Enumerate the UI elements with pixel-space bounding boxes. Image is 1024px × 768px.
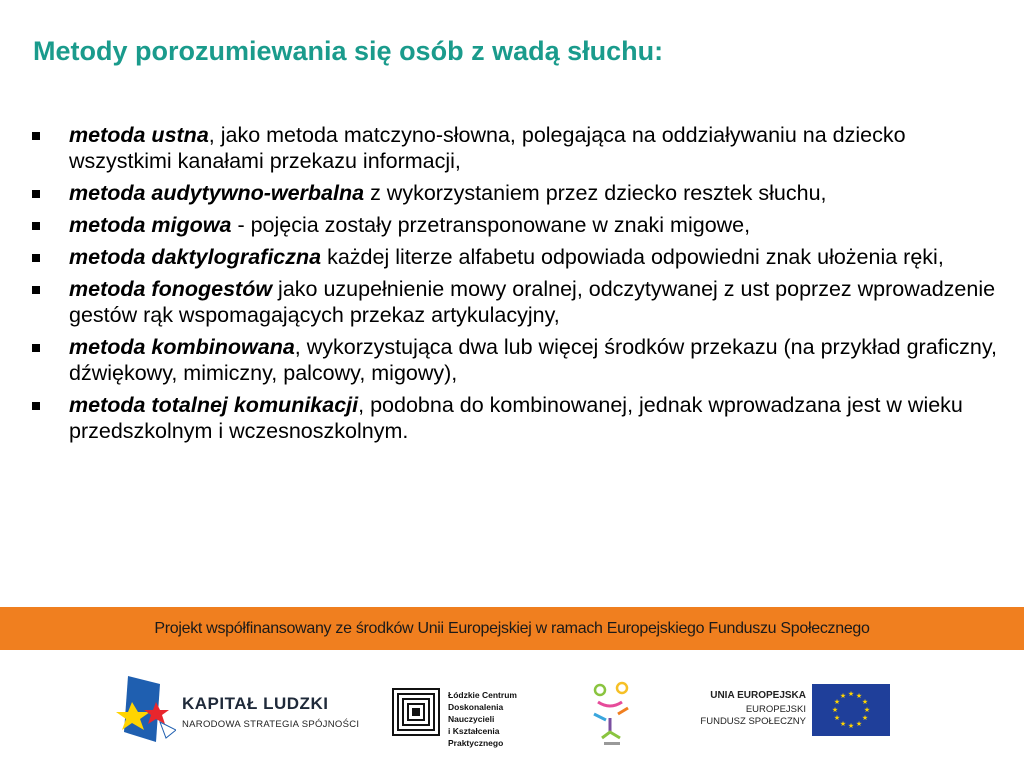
- item-description: , podobna do kombinowanej, jednak wprowadzana jest w wieku przedszkolnym i wczesnoszkolnym.: [69, 393, 963, 443]
- square-bullet-icon: [32, 254, 40, 262]
- list-item: [32, 244, 997, 270]
- kapital-ludzki-name: KAPITAŁ LUDZKI: [182, 694, 329, 713]
- eu-line: FUNDUSZ SPOŁECZNY: [700, 716, 806, 727]
- eu-line: EUROPEJSKI: [745, 704, 806, 715]
- ldc-line: Łódzkie Centrum: [448, 690, 517, 700]
- svg-text:★: ★: [847, 690, 855, 698]
- list-item: [32, 180, 997, 206]
- svg-text:★: ★: [833, 714, 841, 722]
- eu-line: UNIA EUROPEJSKA: [710, 690, 806, 701]
- list-item: [32, 212, 997, 238]
- item-term: metoda daktylograficzna: [69, 245, 322, 269]
- item-term: metoda totalnej komunikacji: [69, 393, 359, 417]
- item-term: metoda fonogestów: [69, 277, 273, 301]
- kapital-ludzki-star-icon: [116, 672, 176, 750]
- item-term: metoda ustna: [69, 123, 209, 147]
- svg-text:★: ★: [847, 722, 855, 730]
- item-description: , wykorzystująca dwa lub więcej środków przekazu (na przykład graficzny, dźwiękowy, mimiczny, palcowy, migowy),: [69, 335, 998, 385]
- square-bullet-icon: [32, 222, 40, 230]
- item-description: - pojęcia zostały przetransponowane w znaki migowe,: [231, 213, 751, 237]
- item-term: metoda migowa: [69, 213, 232, 237]
- square-bullet-icon: [32, 402, 40, 410]
- item-term: metoda audytywno-werbalna: [69, 181, 365, 205]
- item-term: metoda kombinowana: [69, 335, 295, 359]
- item-description: z wykorzystaniem przez dziecko resztek słuchu,: [364, 181, 827, 205]
- method-list: [32, 122, 997, 450]
- ldc-logo-text: [448, 689, 544, 749]
- item-description: każdej literze alfabetu odpowiada odpowiedni znak ułożenia ręki,: [321, 245, 944, 269]
- svg-text:★: ★: [861, 714, 869, 722]
- item-description: , jako metoda matczyno-słowna, polegająca na oddziaływaniu na dziecko wszystkimi kanałami przekazu informacji,: [69, 123, 906, 173]
- svg-text:★: ★: [863, 706, 871, 714]
- svg-text:★: ★: [833, 698, 841, 706]
- item-description: jako uzupełnienie mowy oralnej, odczytywanej z ust poprzez wprowadzenie gestów rąk wspomagających przekaz artykulacyjny,: [69, 277, 996, 327]
- square-bullet-icon: [32, 286, 40, 294]
- svg-text:★: ★: [855, 720, 863, 728]
- svg-text:★: ★: [855, 692, 863, 700]
- funding-banner-text: Projekt współfinansowany ze środków Unii Europejskiej w ramach Europejskiego Funduszu Społecznego: [154, 619, 870, 637]
- list-item: [32, 392, 997, 444]
- svg-text:★: ★: [839, 720, 847, 728]
- list-item: [32, 276, 997, 328]
- colorful-figure-logo-icon: [588, 680, 636, 748]
- square-bullet-icon: [32, 344, 40, 352]
- eu-flag-icon: [812, 684, 890, 736]
- concentric-squares-icon: [392, 688, 440, 736]
- svg-text:★: ★: [839, 692, 847, 700]
- square-bullet-icon: [32, 190, 40, 198]
- kapital-ludzki-subtitle: NARODOWA STRATEGIA SPÓJNOŚCI: [182, 719, 360, 730]
- svg-text:★: ★: [861, 698, 869, 706]
- list-item: [32, 122, 997, 174]
- list-item: [32, 334, 997, 386]
- slide-title: Metody porozumiewania się osób z wadą słuchu:: [33, 36, 664, 66]
- ldc-line: Doskonalenia Nauczycieli: [448, 702, 504, 724]
- ldc-line: i Kształcenia Praktycznego: [448, 726, 504, 748]
- square-bullet-icon: [32, 132, 40, 140]
- eu-logo-text: [688, 690, 806, 728]
- kapital-ludzki-logo: [182, 694, 359, 730]
- funding-banner: [0, 607, 1024, 650]
- svg-text:★: ★: [831, 706, 839, 714]
